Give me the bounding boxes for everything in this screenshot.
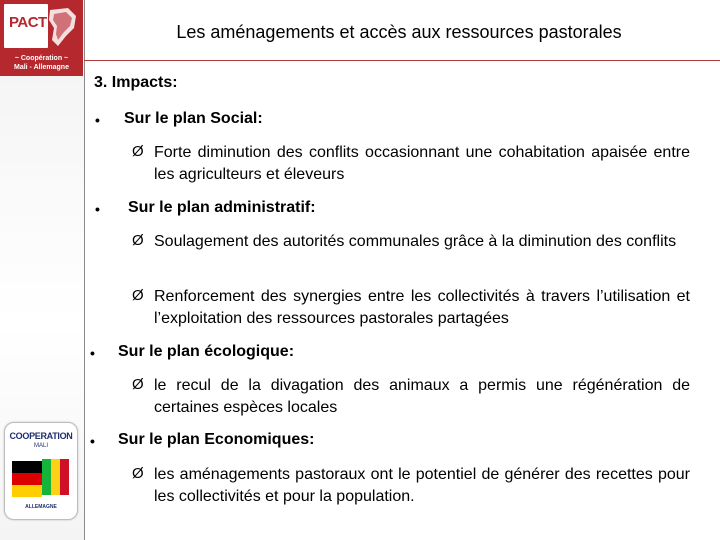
item-heading-administratif: Sur le plan administratif: — [128, 199, 316, 216]
pact-logo-word: PACT — [9, 14, 47, 31]
section-heading: 3. Impacts: — [94, 74, 178, 91]
arrow-bullet-icon: Ø — [132, 143, 144, 160]
item-heading-economiques: Sur le plan Economiques: — [118, 431, 315, 448]
point-administratif-2: Renforcement des synergies entre les collectivités à travers l’utilisation et l’exploitation des ressources pastorales partagées — [154, 288, 690, 327]
pact-logo-subtitle-1: ~ Coopération ~ — [14, 55, 69, 62]
arrow-bullet-icon: Ø — [132, 232, 144, 249]
arrow-bullet-icon: Ø — [132, 287, 144, 304]
bullet-icon: • — [95, 201, 100, 217]
bullet-icon: • — [90, 345, 95, 361]
bullet-icon: • — [95, 112, 100, 128]
cooperation-badge-mali: MALI — [33, 443, 48, 449]
point-ecologique-1: le recul de la divagation des animaux a permis une régénération de certaines espèces locales — [154, 377, 690, 416]
point-social-1: Forte diminution des conflits occasionnant une cohabitation apaisée entre les agriculteurs et éleveurs — [154, 144, 690, 183]
cooperation-badge-title: COOPERATION — [9, 431, 73, 441]
page-title: Les aménagements et accès aux ressources pastorales — [176, 22, 622, 42]
pact-logo-subtitle-2: Mali - Allemagne — [14, 64, 69, 71]
cooperation-badge-bottom-text: ALLEMAGNE — [25, 504, 57, 510]
item-heading-social: Sur le plan Social: — [124, 110, 263, 127]
point-administratif-1: Soulagement des autorités communales grâce à la diminution des conflits — [154, 233, 677, 250]
bullet-icon: • — [90, 433, 95, 449]
item-heading-ecologique: Sur le plan écologique: — [118, 343, 295, 360]
arrow-bullet-icon: Ø — [132, 376, 144, 393]
point-economiques-1: les aménagements pastoraux ont le potentiel de générer des recettes pour les collectivités et pour la population. — [154, 466, 690, 505]
arrow-bullet-icon: Ø — [132, 465, 144, 482]
